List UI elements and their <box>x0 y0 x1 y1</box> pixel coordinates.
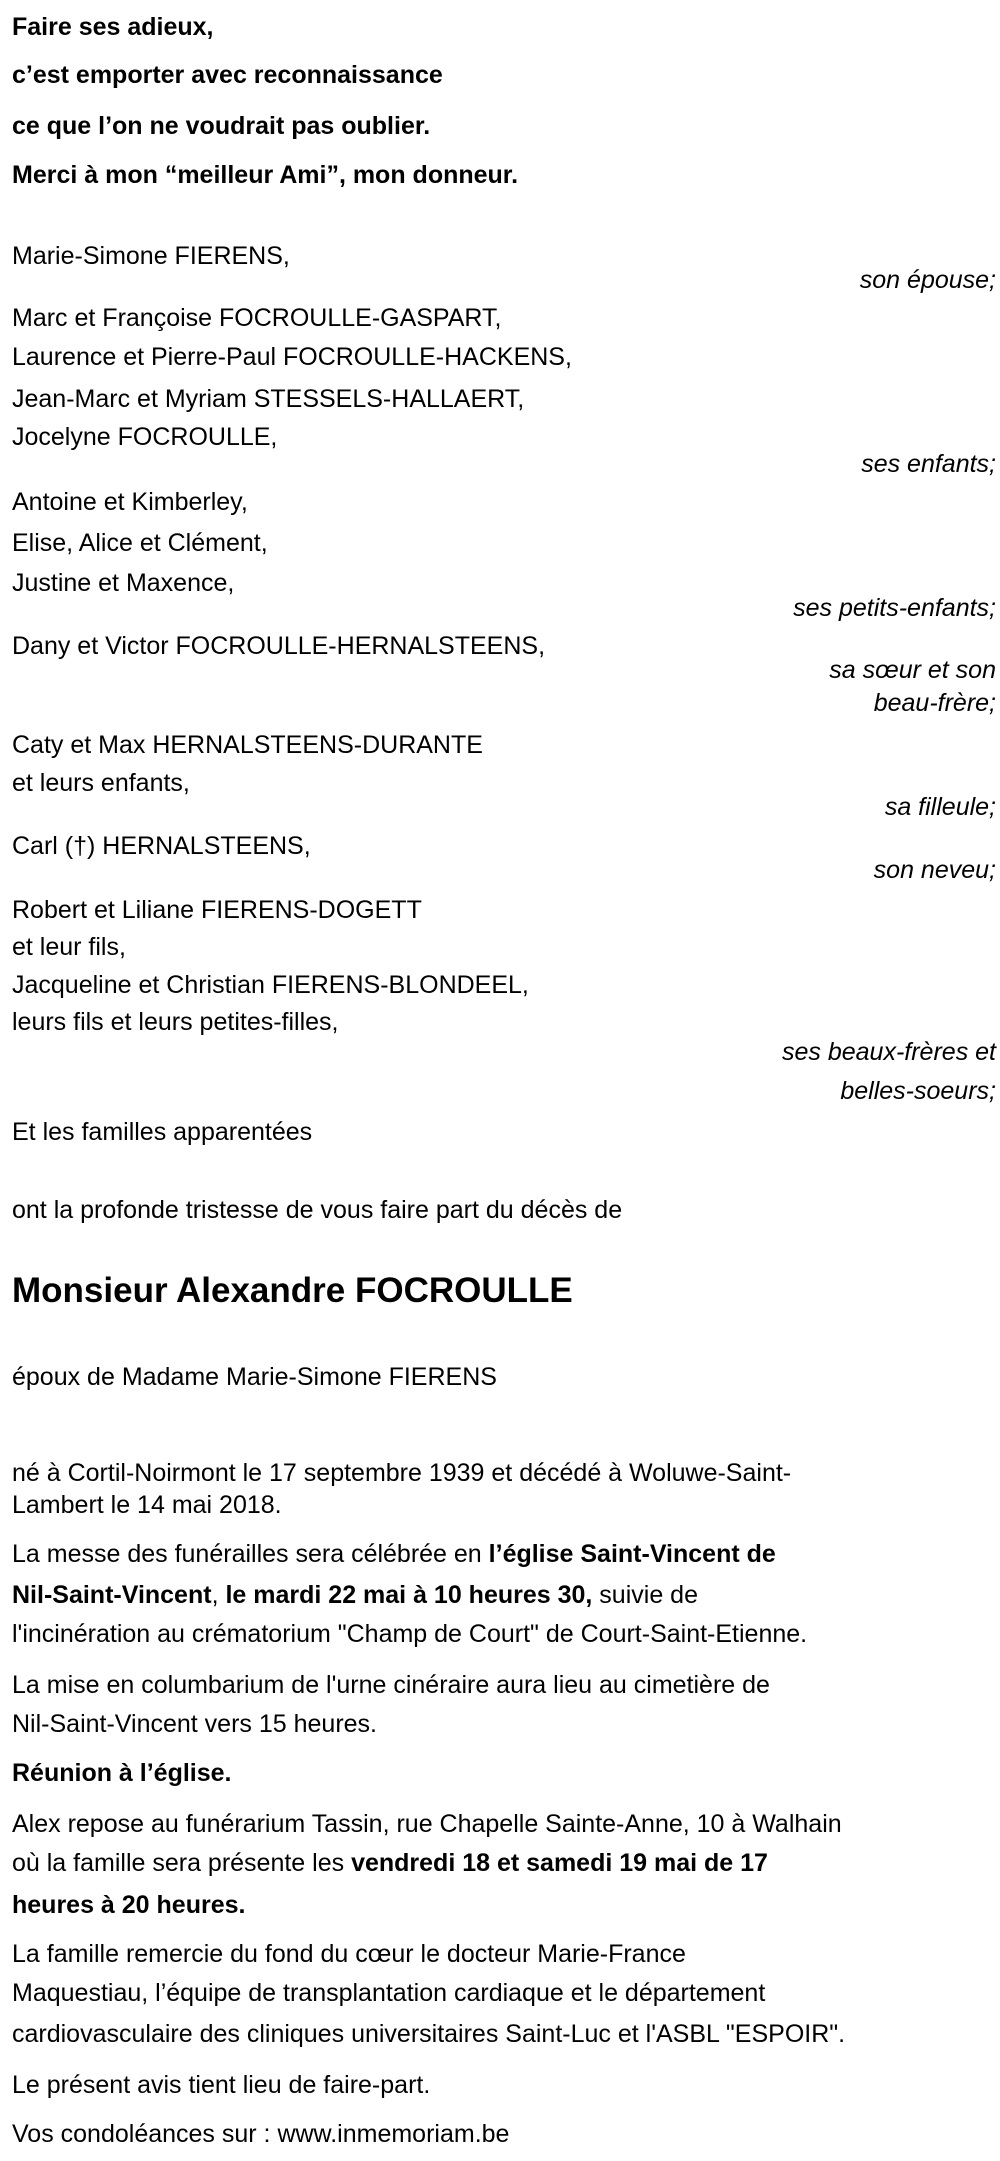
funeral-date: le mardi 22 mai à 10 heures 30, <box>225 1581 593 1609</box>
family-name: Marc et Françoise FOCROULLE-GASPART, <box>12 304 502 332</box>
deceased-name: Monsieur Alexandre FOCROULLE <box>12 1271 573 1310</box>
family-relation: ses beaux-frères et <box>782 1038 996 1066</box>
meeting-note: Réunion à l’église. <box>12 1759 232 1787</box>
funeral-line: l'incinération au crématorium "Champ de Court" de Court-Saint-Etienne. <box>12 1620 808 1648</box>
family-name: Dany et Victor FOCROULLE-HERNALSTEENS, <box>12 632 546 660</box>
family-name: Laurence et Pierre-Paul FOCROULLE-HACKENS, <box>12 343 572 371</box>
family-name: et leur fils, <box>12 933 126 961</box>
announcement: ont la profonde tristesse de vous faire part du décès de <box>12 1196 623 1224</box>
family-name: Jean-Marc et Myriam STESSELS-HALLAERT, <box>12 385 525 413</box>
family-name: Jocelyne FOCROULLE, <box>12 423 278 451</box>
visitation-line: Alex repose au funérarium Tassin, rue Chapelle Sainte-Anne, 10 à Walhain <box>12 1810 842 1838</box>
family-relation: ses petits-enfants; <box>793 594 996 622</box>
notice: Le présent avis tient lieu de faire-part. <box>12 2071 431 2099</box>
quote-line: ce que l’on ne voudrait pas oublier. <box>12 112 431 140</box>
family-relation: ses enfants; <box>861 450 996 478</box>
funeral-text: suivie de <box>592 1581 698 1609</box>
family-relation: son épouse; <box>859 266 996 294</box>
family-name: Caty et Max HERNALSTEENS-DURANTE <box>12 731 483 759</box>
family-name: et leurs enfants, <box>12 769 190 797</box>
quote-line: Faire ses adieux, <box>12 13 214 41</box>
thanks-line: La famille remercie du fond du cœur le docteur Marie-France <box>12 1940 686 1968</box>
family-name: Elise, Alice et Clément, <box>12 529 268 557</box>
family-name: Antoine et Kimberley, <box>12 488 248 516</box>
quote-line: Merci à mon “meilleur Ami”, mon donneur. <box>12 161 519 189</box>
thanks-line: Maquestiau, l’équipe de transplantation cardiaque et le département <box>12 1979 766 2007</box>
funeral-church: l’église Saint-Vincent de <box>488 1540 776 1568</box>
funeral-place: Nil-Saint-Vincent <box>12 1581 212 1609</box>
condolences-link[interactable]: Vos condoléances sur : www.inmemoriam.be <box>12 2120 510 2148</box>
family-name: Carl (†) HERNALSTEENS, <box>12 832 311 860</box>
family-relation: beau-frère; <box>873 689 996 717</box>
funeral-text: , <box>211 1581 226 1609</box>
quote-line: c’est emporter avec reconnaissance <box>12 61 443 89</box>
family-name: Jacqueline et Christian FIERENS-BLONDEEL, <box>12 971 529 999</box>
family-name: Robert et Liliane FIERENS-DOGETT <box>12 896 422 924</box>
birth-death-line: né à Cortil-Noirmont le 17 septembre 1939 et décédé à Woluwe-Saint- <box>12 1459 792 1487</box>
family-others: Et les familles apparentées <box>12 1118 313 1146</box>
family-name: Marie-Simone FIERENS, <box>12 242 290 270</box>
family-name: leurs fils et leurs petites-filles, <box>12 1008 339 1036</box>
visitation-line <box>12 1847 768 1879</box>
deceased-spouse: époux de Madame Marie-Simone FIERENS <box>12 1363 497 1391</box>
visitation-dates: vendredi 18 et samedi 19 mai de 17 <box>351 1849 768 1877</box>
family-relation: belles-soeurs; <box>840 1077 996 1105</box>
funeral-line <box>12 1579 698 1611</box>
funeral-line <box>12 1538 776 1570</box>
columbarium-line: Nil-Saint-Vincent vers 15 heures. <box>12 1710 377 1738</box>
columbarium-line: La mise en columbarium de l'urne cinéraire aura lieu au cimetière de <box>12 1671 770 1699</box>
family-relation: sa filleule; <box>884 793 996 821</box>
visitation-line: heures à 20 heures. <box>12 1891 246 1919</box>
visitation-text: où la famille sera présente les <box>12 1849 352 1877</box>
funeral-text: La messe des funérailles sera célébrée en <box>12 1540 489 1568</box>
thanks-line: cardiovasculaire des cliniques universitaires Saint-Luc et l'ASBL "ESPOIR". <box>12 2020 846 2048</box>
family-relation: son neveu; <box>873 856 996 884</box>
birth-death-line: Lambert le 14 mai 2018. <box>12 1491 282 1519</box>
family-relation: sa sœur et son <box>829 656 996 684</box>
family-name: Justine et Maxence, <box>12 569 235 597</box>
